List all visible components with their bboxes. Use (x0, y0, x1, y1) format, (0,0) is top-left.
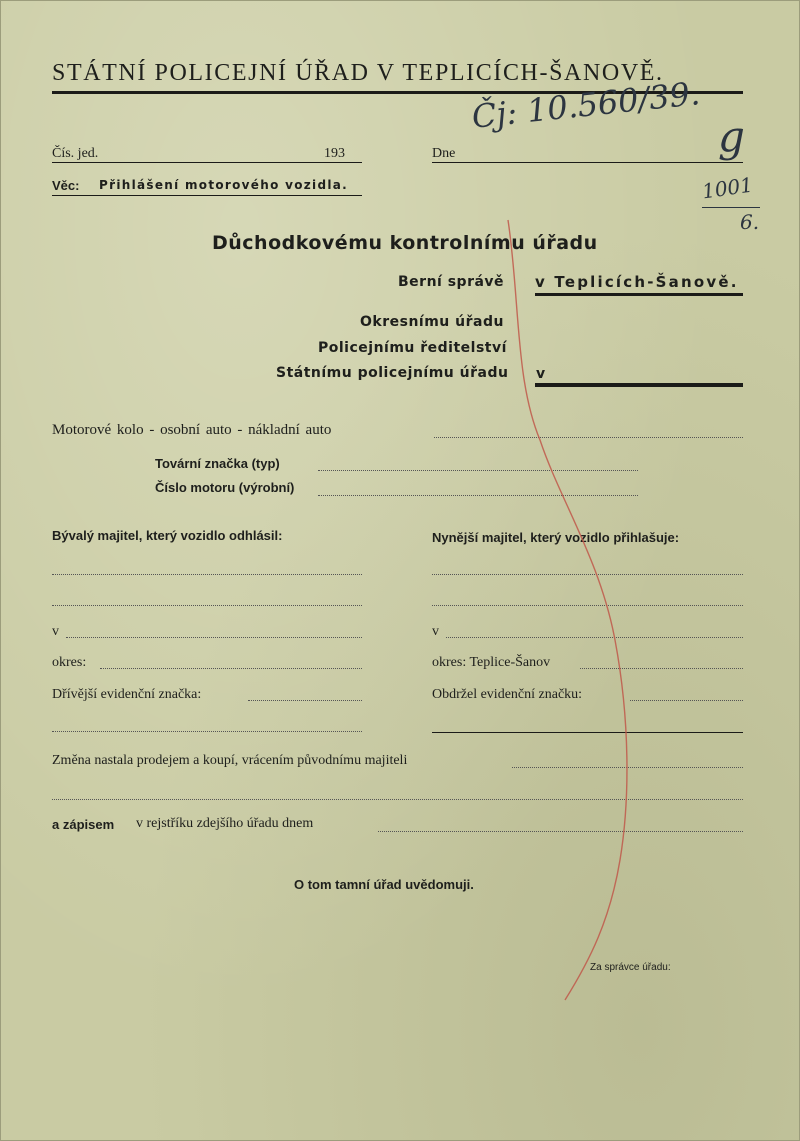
recipient-statni: Státnímu policejnímu úřadu (276, 365, 509, 381)
recipient-berni-place: v Teplicích-Šanově. (535, 273, 739, 291)
subject-value: Přihlášení motorového vozidla. (99, 178, 349, 192)
current-v-label: v (432, 624, 439, 639)
new-plate-label: Obdržel evidenční značku: (432, 687, 583, 702)
dne-label: Dne (432, 146, 456, 161)
subject-label: Věc: (52, 178, 80, 193)
former-v-label: v (52, 624, 59, 639)
signature-label: Za správce úřadu: (590, 962, 671, 973)
former-plate-label: Dřívější evidenční značka: (52, 687, 202, 702)
former-owner-label: Bývalý majitel, který vozidlo odhlásil: (52, 528, 283, 543)
former-okres-label: okres: (52, 655, 87, 670)
handwritten-sub: 6. (740, 210, 760, 234)
recipient-okresni: Okresnímu úřadu (360, 314, 504, 330)
handwritten-number: 1001 (700, 172, 755, 204)
current-owner-label: Nynější majitel, který vozidlo přihlašuje: (432, 530, 680, 545)
year-prefix: 193 (324, 146, 345, 161)
handwritten-g: g (718, 112, 745, 161)
document-title: STÁTNÍ POLICEJNÍ ÚŘAD V TEPLICÍCH-ŠANOVĚ. (52, 60, 664, 86)
recipient-policejni: Policejnímu ředitelství (318, 340, 507, 356)
cis-jed-label: Čís. jed. (52, 146, 99, 161)
engine-label: Číslo motoru (výrobní) (155, 480, 295, 495)
zapis-label: a zápisem (52, 817, 115, 832)
handwritten-reference: Čj: 10.560/39. (470, 74, 702, 136)
recipient-statni-v: v (536, 366, 546, 382)
current-okres-label: okres: Teplice-Šanov (432, 655, 551, 670)
change-line: Změna nastala prodejem a koupí, vrácením původnímu majiteli (52, 753, 408, 768)
vehicle-type-line: Motorové kolo - osobní auto - nákladní auto (52, 422, 332, 438)
brand-label: Tovární značka (typ) (155, 456, 280, 471)
zapis-text: v rejstříku zdejšího úřadu dnem (136, 816, 314, 831)
recipient-main: Důchodkovému kontrolnímu úřadu (212, 232, 598, 254)
notice-text: O tom tamní úřad uvědomuji. (294, 877, 474, 892)
recipient-berni: Berní správě (398, 274, 505, 290)
